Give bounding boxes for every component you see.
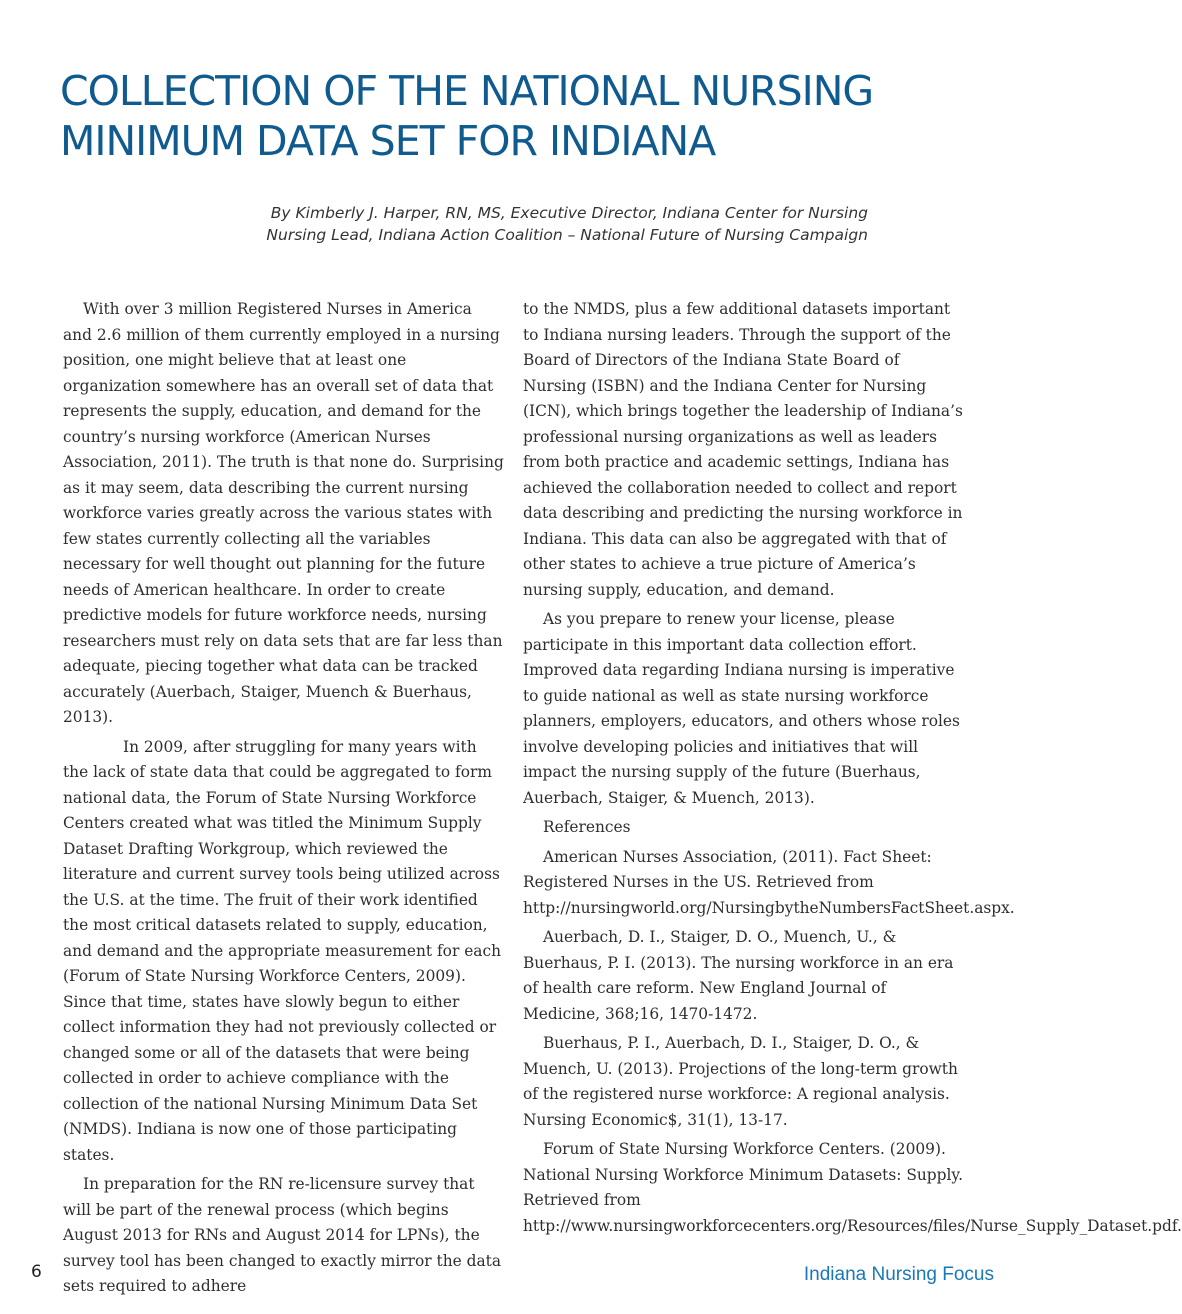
left-column	[63, 297, 505, 1304]
reference-item-1: American Nurses Association, (2011). Fact Sheet: Registered Nurses in the US. Retrieved from http://nursingworld.org/NursingbytheNumbersFactSheet.aspx.	[523, 847, 1015, 917]
body-paragraph-5: As you prepare to renew your license, please participate in this important data collection effort. Improved data regarding Indiana nursing is imperative to guide national as well as state nursing workforce planners, employers, educators, and others whose roles involve developing policies and initiatives that will impact the nursing supply of the future (Buerhaus, Auerbach, Staiger, & Muench, 2013).	[523, 610, 960, 807]
article-title-line-1: COLLECTION OF THE NATIONAL NURSING	[60, 67, 874, 115]
reference-item-3: Buerhaus, P. I., Auerbach, D. I., Staiger, D. O., & Muench, U. (2013). Projections of the long-term growth of the registered nurse workforce: A regional analysis. Nursing Economic$, 31(1), 13-17.	[523, 1034, 958, 1129]
reference-item-4: Forum of State Nursing Workforce Centers. (2009). National Nursing Workforce Minimum Datasets: Supply. Retrieved from http://www.nursingworkforcecenters.org/Resources/files/Nurse_Supply_Dataset.pdf.	[523, 1140, 1182, 1235]
references-heading: References	[543, 818, 631, 836]
article-title	[60, 66, 980, 166]
byline-line-1: By Kimberly J. Harper, RN, MS, Executive Director, Indiana Center for Nursing	[270, 204, 868, 222]
body-paragraph-4: to the NMDS, plus a few additional datasets important to Indiana nursing leaders. Through the support of the Board of Directors of the Indiana State Board of Nursing (ISBN) and the Indiana Center for Nursing (ICN), which brings together the leadership of Indiana’s professional nursing organizations as well as leaders from both practice and academic settings, Indiana has achieved the collaboration needed to collect and report data describing and predicting the nursing workforce in Indiana. This data can also be aggregated with that of other states to achieve a true picture of America’s nursing supply, education, and demand.	[523, 300, 963, 599]
right-column	[523, 297, 1182, 1243]
author-byline	[266, 202, 868, 246]
body-paragraph-3: In preparation for the RN re-licensure survey that will be part of the renewal process (which begins August 2013 for RNs and August 2014 for LPNs), the survey tool has been changed to exactly mirror the data sets required to adhere	[63, 1175, 502, 1295]
byline-line-2: Nursing Lead, Indiana Action Coalition – National Future of Nursing Campaign	[266, 226, 868, 244]
body-paragraph-1: With over 3 million Registered Nurses in America and 2.6 million of them currently employed in a nursing position, one might believe that at least one organization somewhere has an overall set of data that represents the supply, education, and demand for the country’s nursing workforce (American Nurses Association, 2011). The truth is that none do. Surprising as it may seem, data describing the current nursing workforce varies greatly across the various states with few states currently collecting all the variables necessary for well thought out planning for the future needs of American healthcare. In order to create predictive models for future workforce needs, nursing researchers must rely on data sets that are far less than adequate, piecing together what data can be tracked accurately (Auerbach, Staiger, Muench & Buerhaus, 2013).	[63, 300, 504, 726]
article-title-line-2: MINIMUM DATA SET FOR INDIANA	[60, 117, 716, 165]
publication-name: Indiana Nursing Focus	[803, 1264, 994, 1285]
body-paragraph-2: In 2009, after struggling for many years with the lack of state data that could be aggregated to form national data, the Forum of State Nursing Workforce Centers created what was titled the Minimum Supply Dataset Drafting Workgroup, which reviewed the literature and current survey tools being utilized across the U.S. at the time. The fruit of their work identified the most critical datasets related to supply, education, and demand and the appropriate measurement for each (Forum of State Nursing Workforce Centers, 2009). Since that time, states have slowly begun to either collect information they had not previously collected or changed some or all of the datasets that were being collected in order to achieve compliance with the collection of the national Nursing Minimum Data Set (NMDS). Indiana is now one of those participating states.	[63, 737, 502, 1164]
page-number: 6	[31, 1262, 42, 1282]
reference-item-2: Auerbach, D. I., Staiger, D. O., Muench, U., & Buerhaus, P. I. (2013). The nursing workforce in an era of health care reform. New England Journal of Medicine, 368;16, 1470-1472.	[523, 928, 954, 1023]
